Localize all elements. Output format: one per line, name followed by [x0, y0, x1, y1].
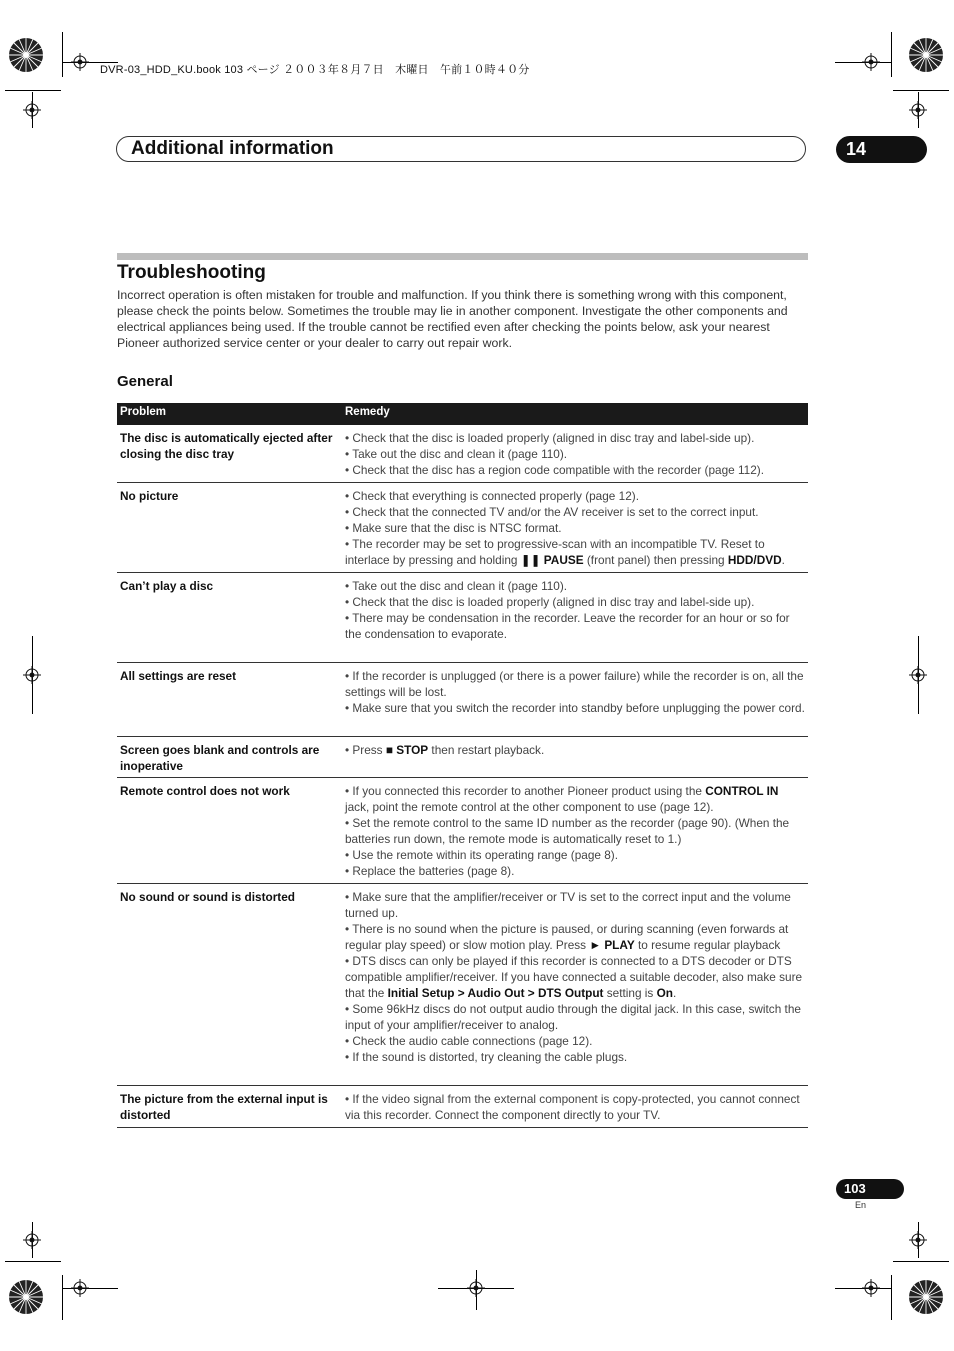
registration-crosshair-icon — [23, 101, 41, 119]
remedy-cell — [345, 1091, 805, 1123]
table-row — [117, 483, 808, 573]
chapter-title: Additional information — [131, 138, 334, 159]
registration-sunburst-icon — [8, 1279, 44, 1315]
problem-cell: The picture from the external input is distorted — [120, 1092, 328, 1122]
table-header — [117, 403, 808, 425]
control-in-label: CONTROL IN — [705, 784, 779, 798]
remedy-text: setting is — [603, 986, 657, 1000]
language-code: En — [855, 1200, 867, 1210]
menu-path-label: Initial Setup > Audio Out > DTS Output — [387, 986, 604, 1000]
table-row — [117, 663, 808, 737]
page-number: 103 — [836, 1179, 904, 1199]
remedy-text: jack, point the remote control at the other component to use (page 12). — [345, 800, 714, 814]
remedy-cell — [345, 668, 805, 716]
remedy-item: • Check that the disc is loaded properly (aligned in disc tray and label-side up). — [345, 595, 755, 609]
file-header: DVR-03_HDD_KU.book 103 ページ ２００３年８月７日 木曜日 午前１０時４０分 — [100, 64, 530, 76]
remedy-item: • Some 96kHz discs do not output audio through the digital jack. In this case, switch the input of your amplifier/receiver to analog. — [345, 1002, 801, 1032]
hdd-dvd-button-label: HDD/DVD — [727, 553, 782, 567]
setting-value-label: On — [656, 986, 673, 1000]
remedy-cell — [345, 430, 805, 478]
remedy-item: • Check the audio cable connections (page 12). — [345, 1034, 593, 1048]
subsection-title: General — [117, 373, 173, 390]
remedy-text: • The recorder may be set to progressive-scan with an incompatible TV. Reset to interlace by pressing and holding — [345, 537, 765, 567]
column-header-problem: Problem — [120, 406, 167, 418]
stop-button-label: ■ STOP — [385, 743, 429, 757]
problem-cell: No picture — [120, 489, 179, 503]
pause-button-label: ❚❚ PAUSE — [520, 553, 584, 567]
registration-crosshair-icon — [467, 1279, 485, 1297]
remedy-text: then restart playback. — [428, 743, 545, 757]
section-divider — [117, 253, 808, 260]
remedy-text: (front panel) then pressing — [583, 553, 728, 567]
play-button-label: ► PLAY — [589, 938, 635, 952]
registration-crosshair-icon — [862, 53, 880, 71]
remedy-item — [345, 783, 805, 815]
remedy-cell — [345, 783, 805, 879]
remedy-cell — [345, 889, 805, 1065]
remedy-item: • Make sure that you switch the recorder into standby before unplugging the power cord. — [345, 701, 805, 715]
remedy-item: • Take out the disc and clean it (page 110). — [345, 579, 568, 593]
remedy-item — [345, 742, 805, 758]
remedy-item: • Set the remote control to the same ID number as the recorder (page 90). (When the batteries run down, the remote mode is automatically reset to 1.) — [345, 816, 790, 846]
registration-crosshair-icon — [862, 1279, 880, 1297]
problem-cell: All settings are reset — [120, 669, 237, 683]
remedy-item: • Check that the disc has a region code compatible with the recorder (page 112). — [345, 463, 765, 477]
problem-cell: Can’t play a disc — [120, 579, 214, 593]
remedy-cell — [345, 578, 805, 642]
problem-cell: The disc is automatically ejected after closing the disc tray — [120, 431, 333, 461]
remedy-text: . — [672, 986, 677, 1000]
remedy-item: • Check that the connected TV and/or the AV receiver is set to the correct input. — [345, 505, 759, 519]
remedy-item: • Check that the disc is loaded properly (aligned in disc tray and label-side up). — [345, 431, 755, 445]
chapter-header — [116, 136, 806, 162]
remedy-text: • Press — [345, 743, 386, 757]
registration-crosshair-icon — [23, 666, 41, 684]
remedy-text: • DTS discs can only be played if this recorder is connected to a DTS decoder or DTS compatible amplifier/receiver. If you have connected a suitable decoder, also make sure that the — [345, 954, 803, 1000]
table-row — [117, 425, 808, 483]
registration-crosshair-icon — [71, 1279, 89, 1297]
remedy-item: • Replace the batteries (page 8). — [345, 864, 515, 878]
section-intro: Incorrect operation is often mistaken for trouble and malfunction. If you think there is something wrong with this component, please check the points below. Sometimes the trouble may lie in another component. Investigate the other components and electrical appliances being used. If the trouble cannot be rectified even after checking the points below, ask your nearest Pioneer authorized service center or your dealer to carry out repair work. — [117, 288, 788, 350]
remedy-text: • There is no sound when the picture is paused, or during scanning (even forwards at regular play speed) or slow motion play. Press — [345, 922, 789, 952]
remedy-item: • Use the remote within its operating range (page 8). — [345, 848, 618, 862]
registration-sunburst-icon — [908, 1279, 944, 1315]
table-row — [117, 778, 808, 884]
remedy-item — [345, 953, 805, 1001]
remedy-item: • Take out the disc and clean it (page 110). — [345, 447, 568, 461]
remedy-cell — [345, 488, 805, 568]
remedy-item: • Check that everything is connected properly (page 12). — [345, 489, 639, 503]
table-row — [117, 573, 808, 663]
column-header-remedy: Remedy — [345, 406, 390, 418]
problem-cell: Screen goes blank and controls are inoperative — [120, 743, 320, 773]
remedy-item: • Make sure that the amplifier/receiver or TV is set to the correct input and the volume turned up. — [345, 890, 791, 920]
registration-sunburst-icon — [8, 37, 44, 73]
chapter-number: 14 — [836, 136, 927, 163]
table-row — [117, 1086, 808, 1128]
remedy-item — [345, 921, 805, 953]
table-row — [117, 737, 808, 778]
registration-crosshair-icon — [909, 666, 927, 684]
registration-crosshair-icon — [71, 53, 89, 71]
remedy-item: • If the video signal from the external component is copy-protected, you cannot connect via this recorder. Connect the component directly to your TV. — [345, 1092, 800, 1122]
section-title: Troubleshooting — [117, 262, 266, 283]
registration-crosshair-icon — [909, 1231, 927, 1249]
registration-crosshair-icon — [23, 1231, 41, 1249]
remedy-item: • If the recorder is unplugged (or there is a power failure) while the recorder is on, all the settings will be lost. — [345, 669, 804, 699]
problem-cell: No sound or sound is distorted — [120, 890, 295, 904]
table-row — [117, 884, 808, 1086]
remedy-item: • Make sure that the disc is NTSC format. — [345, 521, 562, 535]
registration-crosshair-icon — [909, 101, 927, 119]
remedy-text: to resume regular playback — [634, 938, 781, 952]
registration-sunburst-icon — [908, 37, 944, 73]
remedy-text: . — [781, 553, 785, 567]
remedy-text: • If you connected this recorder to another Pioneer product using the — [345, 784, 706, 798]
problem-cell: Remote control does not work — [120, 784, 290, 798]
troubleshooting-table — [117, 403, 808, 1128]
remedy-item: • If the sound is distorted, try cleaning the cable plugs. — [345, 1050, 628, 1064]
remedy-item — [345, 536, 805, 568]
remedy-cell — [345, 742, 805, 758]
remedy-item: • There may be condensation in the recorder. Leave the recorder for an hour or so for the condensation to evaporate. — [345, 611, 790, 641]
